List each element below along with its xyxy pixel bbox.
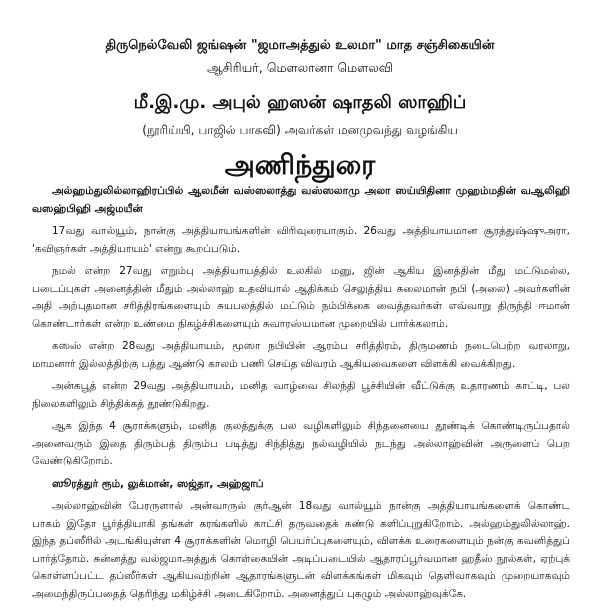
author-credentials-line: (நூரிய்யி, பாஜில் பாகவி) அவர்கள் மனமுவந்து வழங்கிய xyxy=(142,123,458,137)
opening-invocation: அல்ஹம்துலில்லாஹிரப்பில் ஆலமீன் வஸ்ஸலாத்து வஸ்ஸலாமு அலா ஸய்யிதினா முஹம்மதின் வஆலிஹி வஸஹ்பிஹி அஜ்மயீன் xyxy=(32,185,570,215)
magazine-line: திருநெல்வேலி ஜங்ஷன் "ஜமாஅத்துல் உலமா" மாத சஞ்சிகையின் xyxy=(105,38,495,53)
paragraph-summary: ஆக இந்த 4 சூராக்களும், மனித குலத்துக்கு பல வழிகளிலும் சிந்தனையை தூண்டிக் கொண்டிருப்பதால் அனைவரும் இதை திரும்பத் திரும்ப படித்து சிந்தித்து நல்வழியில் நடந்து அல்லாஹ்வின் அருளைப் பெற வேண்டுகிறோம். xyxy=(32,420,570,467)
editor-title-line: ஆசிரியர், மௌலானா மௌலவி xyxy=(206,60,394,75)
paragraph-ankabut: அன்கபூத் என்ற 29வது அத்தியாயம், மனித வாழ்வை சிலந்தி பூச்சியின் வீட்டுக்கு உதாரணம் காட்டி, பல நிலைகளிலும் சிந்திக்கத் தூண்டுகிறது. xyxy=(32,380,570,410)
author-name: மீ.இ.மு. அபுல் ஹஸன் ஷாதலி ஸாஹிப் xyxy=(133,92,467,113)
paragraph-qasas: கஸஸ் என்ற 28வது அத்தியாயம், மூஸா நபியின் ஆரம்ப சரித்திரம், திருமணம் நடைபெற்ற வரலாறு, மாமனார் இல்லத்திற்கு பத்து ஆண்டு காலம் பணி செய்த விவரம் ஆகியவைகளை விளக்கி வைக்கிறது. xyxy=(32,340,570,370)
surah-list-heading: ஸூரத்துர் ரூம், லுக்மான், ஸஜ்தா, அஹ்ஜாப் xyxy=(52,477,264,490)
paragraph-naml: நமல் என்ற 27வது எறும்பு அத்தியாயத்தில் உலகில் மனு, ஜின் ஆகிய இனத்தின் மீது மட்டுமல்ல, படைப்புகள் அனைத்தின் மீதும் அல்லாஹ் உதவியால் ஆதிக்கம் செலுத்திய சுலைமான் நபி (அலை) அவர்களின் அதி அற்புதமான சரித்திரங்களையும் சுயபலத்தில் மட்டும் நம்பிக்கை வைத்தவர்கள் எவ்வாறு திருந்தி ஈமான் கொண்டார்கள் என்ற உண்மை நிகழ்ச்சிகளையும் சுவாரஸ்யமான முறையில் பார்க்கலாம். xyxy=(32,265,570,330)
paragraph-volume18: அல்லாஹ்வின் பேரருளால் அன்வாருல் குர்ஆன் 18வது வால்யூம் நான்கு அத்தியாயங்களைக் கொண்ட பாகம் இதோ பூர்த்தியாகி தங்கள் கரங்களில் காட்சி தருவதைக் கண்டு களிப்புறுகிறோம். அல்ஹம்துலில்லாஹ். இந்த தப்ஸீரில் அடங்கியுள்ள 4 சூராக்களின் மொழி பெயர்ப்புகளையும், விளக்க உரைகளையும் நன்கு கவனித்துப் பார்த்தோம். சுன்னத்து வல்ஜமாஅத்துக் கொள்கையின் அடிப்படையில் ஆதாரப்பூர்வமான ஹதீஸ் நூல்கள், ஏற்புக் கொள்ளப்பட்ட தப்ஸீர்கள் ஆகியவற்றின் ஆதாரங்களுடன் விளக்கங்கள் மிகவும் தெளிவாகவும் முறையாகவும் அமைந்திருப்பதைத் தெரிந்து மகிழ்ச்சி அடைகிறோம். அனைத்துப் புகழும் அல்லாஹ்வுக்கே. xyxy=(32,500,570,600)
foreword-body xyxy=(32,183,570,608)
page-title: அணிந்துரை xyxy=(224,150,376,181)
paragraph-volume17: 17வது வால்யூம், நான்கு அத்தியாயங்களின் விரிவுரையாகும். 26வது அத்தியாயமான சூரத்துஷ்ஷுஅரா, 'கவிஞர்கள் அத்தியாயம்' என்று கூறப்படும். xyxy=(32,225,570,255)
